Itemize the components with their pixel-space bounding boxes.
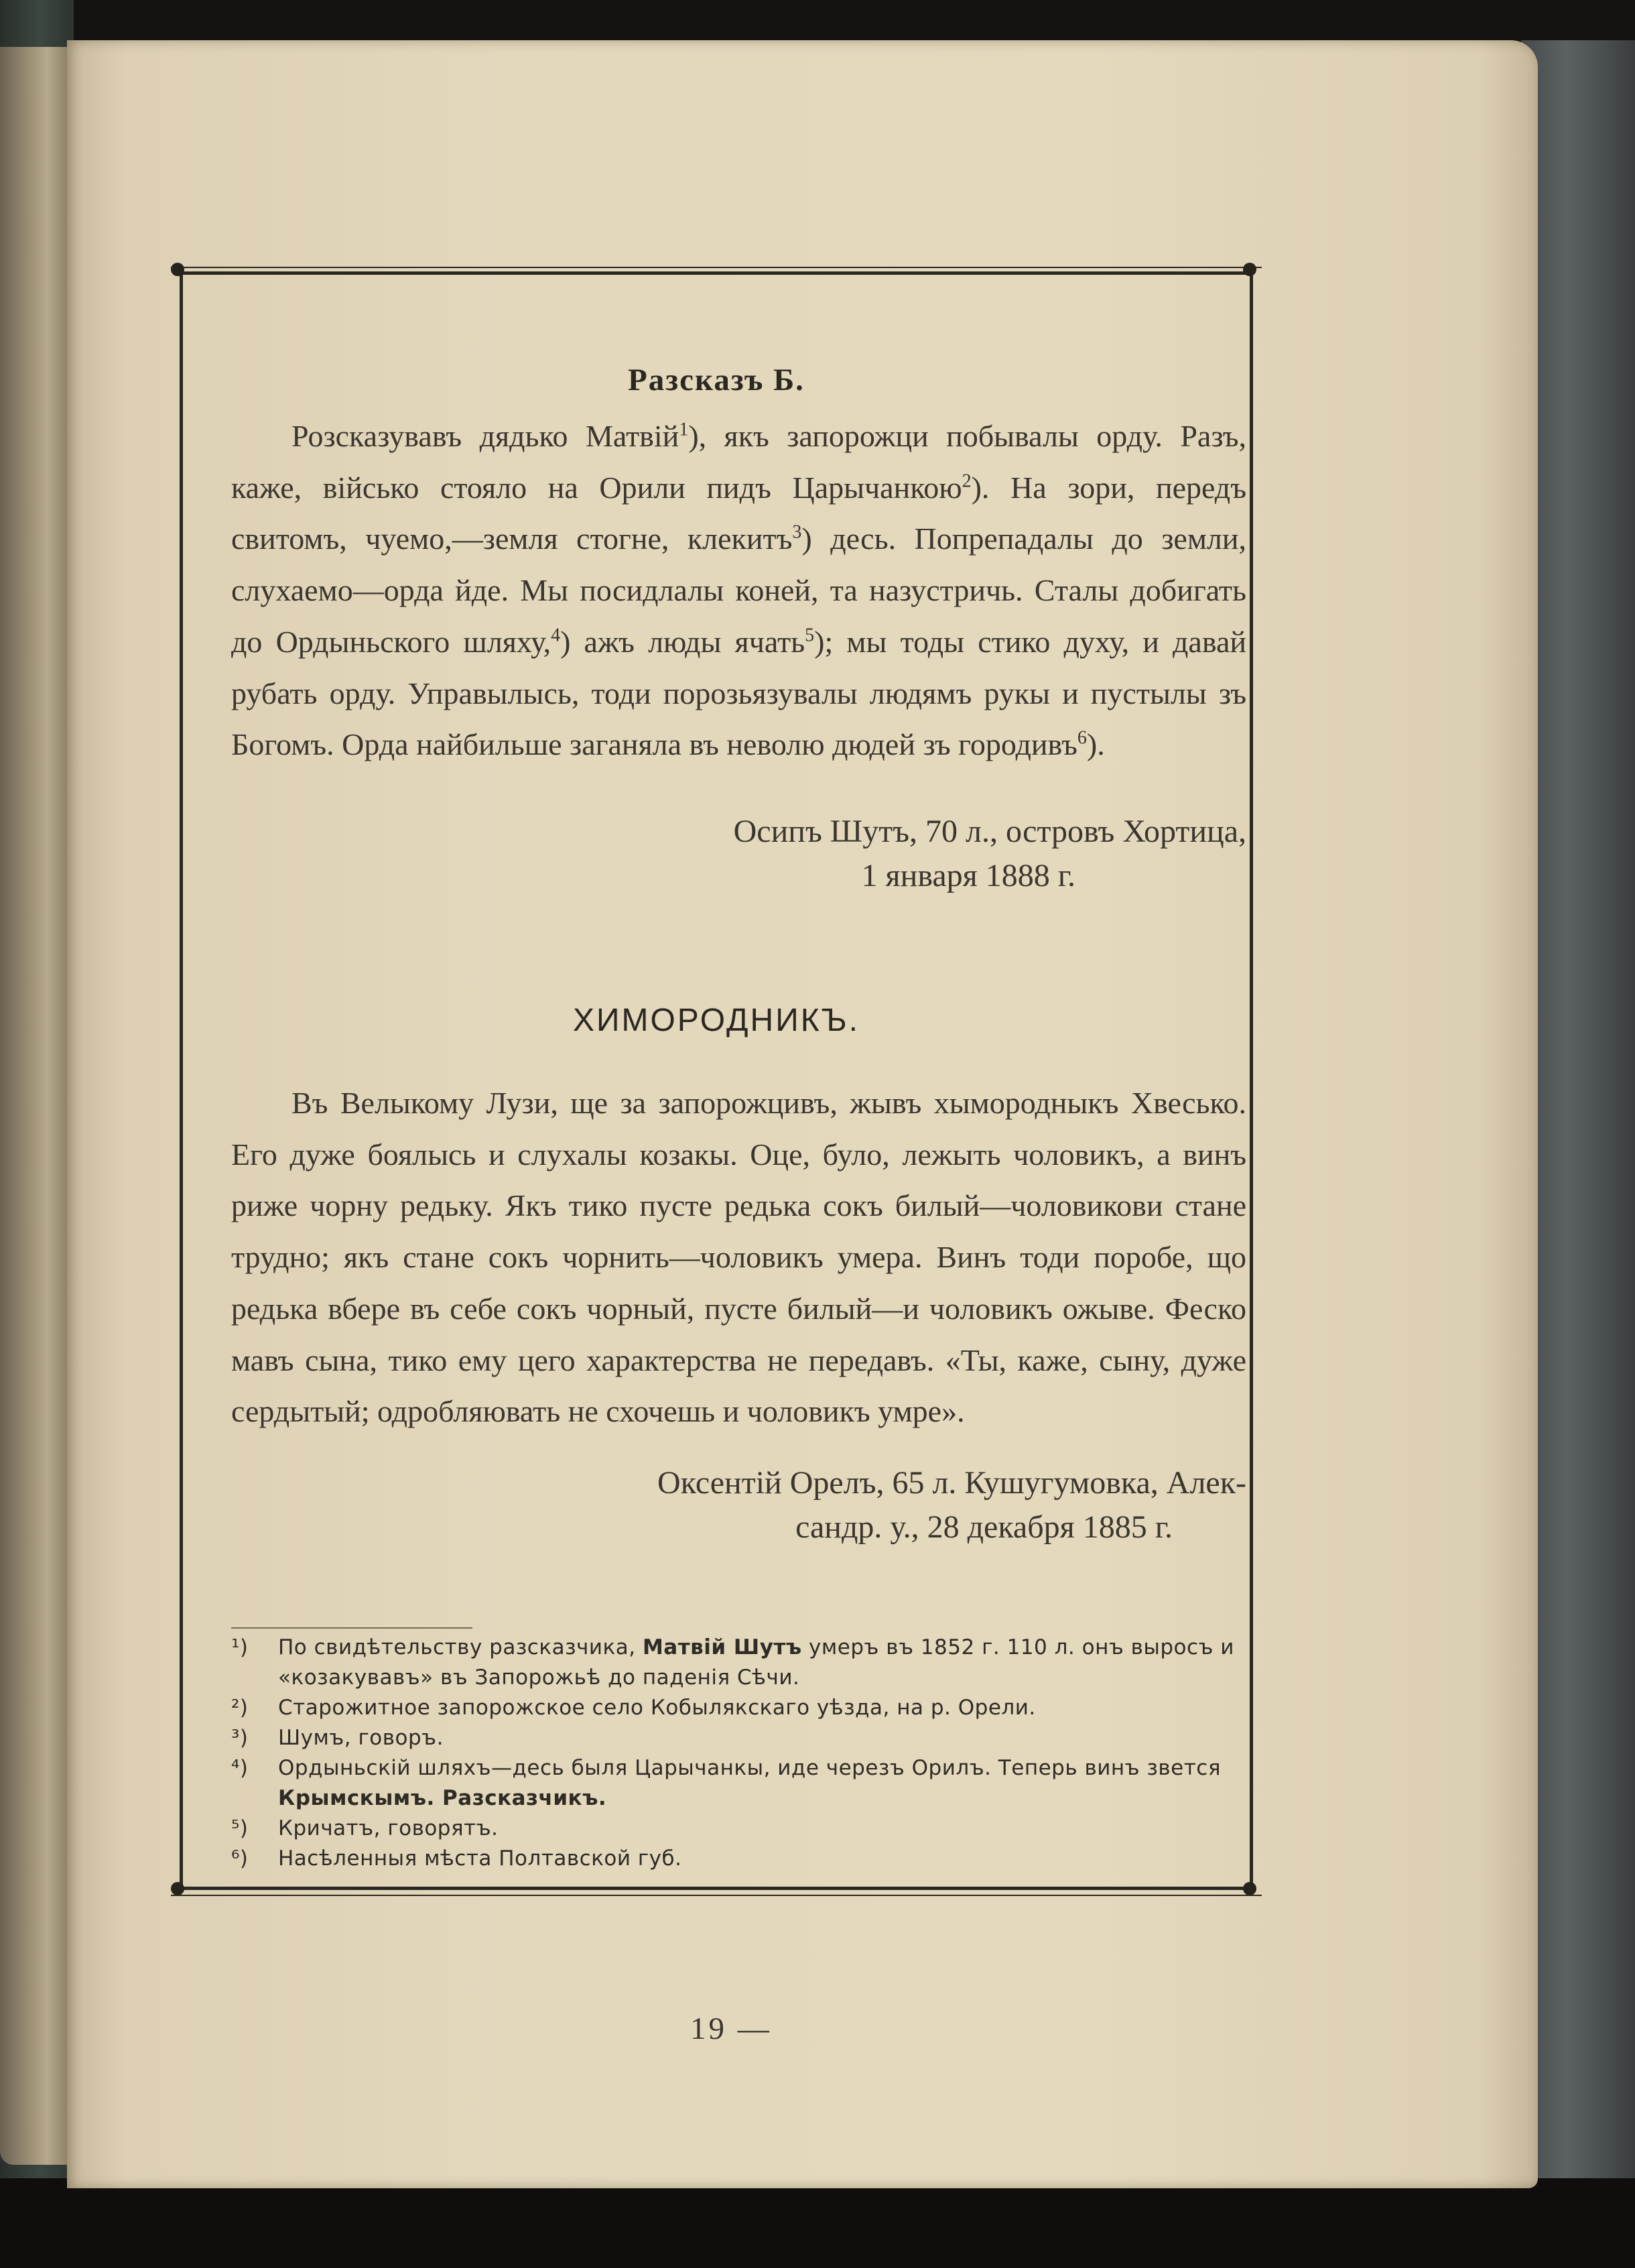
footnote-ref[interactable]: 4 xyxy=(551,625,561,646)
signature-line: Осипъ Шутъ, 70 л., островъ Хортица, xyxy=(733,814,1246,849)
footnote-ref[interactable]: 2 xyxy=(962,470,972,492)
left-page-edge xyxy=(0,47,67,2165)
page-number: 19 — xyxy=(690,2011,772,2046)
footnote-mark: ²) xyxy=(231,1696,249,1720)
footnote: ¹) По свидѣтельству разсказчика, Матвій Шутъ умеръ въ 1852 г. 110 л. онъ выросъ и «козакувавъ» въ Запорожьѣ до паденія Сѣчи. xyxy=(231,1633,1246,1693)
footnote: ⁵) Кричатъ, говорятъ. xyxy=(231,1814,1246,1844)
story-a-signature xyxy=(231,810,1246,898)
story-b-title: ХИМОРОДНИКЪ. xyxy=(572,1003,860,1038)
story-b-signature xyxy=(231,1461,1246,1550)
signature-line: 1 января 1888 г. xyxy=(861,858,1075,893)
footnote: ²) Старожитное запорожское село Кобылякскаго уѣзда, на р. Орели. xyxy=(231,1693,1246,1723)
story-heading: Разсказъ Б. xyxy=(628,363,805,397)
footnote-mark: ¹) xyxy=(231,1635,249,1659)
footnote: ³) Шумъ, говоръ. xyxy=(231,1723,1246,1753)
footnote-ref[interactable]: 1 xyxy=(679,419,689,440)
footnotes xyxy=(231,1633,1246,1874)
footnote: ⁶) Насѣленныя мѣста Полтавской губ. xyxy=(231,1844,1246,1874)
signature-line: сандр. у., 28 декабря 1885 г. xyxy=(795,1509,1173,1545)
frame-corner-ornament xyxy=(1243,1882,1256,1895)
footnote-mark: ⁵) xyxy=(231,1816,249,1840)
book-cover-right xyxy=(1521,40,1635,2205)
footnote-mark: ³) xyxy=(231,1726,249,1750)
footnote-mark: ⁴) xyxy=(231,1756,249,1780)
frame-top-rule xyxy=(171,267,1262,268)
signature-line: Оксентій Орелъ, 65 л. Кушугумовка, Алек- xyxy=(657,1465,1246,1501)
bottom-shadow xyxy=(0,2178,1635,2268)
footnote-ref[interactable]: 6 xyxy=(1077,727,1087,749)
footnote-separator xyxy=(231,1627,472,1629)
footnote: ⁴) Ордыньскій шляхъ—десь быля Царычанкы, иде черезъ Орилъ. Теперь винъ звется Крымскымъ. Разсказчикъ. xyxy=(231,1753,1246,1814)
frame-corner-ornament xyxy=(171,263,184,276)
footnote-ref[interactable]: 5 xyxy=(805,625,815,646)
story-a-text: Розсказувавъ дядько Матвій$^1$), якъ запорожци побывалы орду. Разъ, каже, військо стояло на Орили пидъ Царычанкою$^2$). На зори, передъ свитомъ, чуемо,—земля стогне, клекитъ$^3$) десь. Попрепадалы до земли, слухаемо—орда йде. Мы посидлалы коней, та назустричь. Сталы добигать до Ордыньского шляху,$^4$) ажъ люды ячать$^5$); мы тоды стико духу, и давай рубать орду. Управылысь, тоди порозьязувалы людямъ рукы и пустылы зъ Богомъ. Орда найбильше заганяла въ неволю дюдей зъ городивъ$^6$). xyxy=(231,419,1247,762)
footnote-ref[interactable]: 3 xyxy=(792,522,802,544)
frame-bottom-rule xyxy=(171,1895,1262,1896)
story-b-text: Въ Велыкому Лузи, ще за запорожцивъ, жывъ хымородныкъ Хвесько. Его дуже боялысь и слухалы козакы. Оце, було, лежыть чоловикъ, а винъ риже чорну редьку. Якъ тико пусте редька сокъ билый—чоловикови стане трудно; якъ стане сокъ чорнить—чоловикъ умера. Винъ тоди поробе, що редька вбере въ себе сокъ чорный, пусте билый—и чоловикъ ожыве. Феско мавъ сына, тико ему цего характерства не передавъ. «Ты, каже, сыну, дуже сердытый; одробляювать не схочешь и чоловикъ умре». xyxy=(231,1086,1246,1429)
footnote-mark: ⁶) xyxy=(231,1846,249,1871)
frame-corner-ornament xyxy=(171,1882,184,1895)
frame-corner-ornament xyxy=(1243,263,1256,276)
